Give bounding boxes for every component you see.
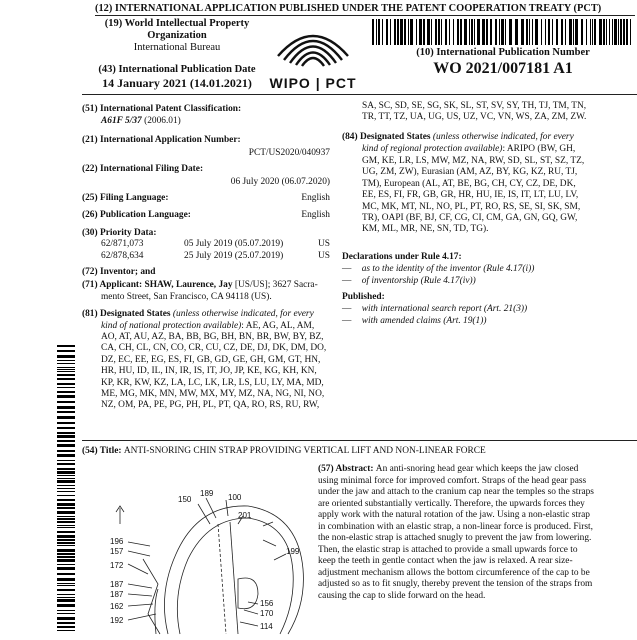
field-84-first: : ARIPO (BW, GH, [502,144,576,154]
barcode-bar [509,19,512,45]
field-21-label: (21) International Application Number: [82,135,241,145]
abstract-label: (57) Abstract: [318,464,376,474]
barcode-bar [573,19,574,45]
barcode-bar [408,19,409,45]
barcode-bar [57,617,75,620]
field-81 [82,309,314,319]
header-rule [95,15,635,16]
barcode-bar [594,19,596,45]
barcode-bar [382,19,383,45]
barcode-bar [556,19,558,45]
wipo-logo-text: WIPO | PCT [269,75,357,91]
barcode-bar [469,19,470,45]
barcode-bar [57,604,75,607]
states-line: TR, TT, TZ, UA, UG, US, UZ, VC, VN, WS, ZA, ZM, ZW. [362,112,587,123]
barcode-bar [630,19,631,45]
dash: — [342,316,352,326]
barcode-bar [57,583,75,584]
barcode-bar [57,521,75,523]
dash: — [342,276,352,286]
field-30-label: (30) Priority Data: [82,228,157,238]
barcode-bar [57,542,75,544]
pubnum-label: (10) International Publication Number [416,47,590,58]
states-line: ME, MG, MK, MN, MW, MX, MY, MZ, NA, NG, NI, NO, [101,389,325,400]
field-84 [342,132,574,142]
barcode-bar [57,507,75,509]
barcode-bar [490,19,492,45]
field-25-label: (25) Filing Language: [82,193,169,203]
barcode-bar [438,19,440,45]
applicant-rest-2: mento Street, San Francisco, CA 94118 (US). [101,292,272,302]
barcode-bar [529,19,530,45]
declarations-title: Declarations under Rule 4.17: [342,252,462,262]
barcode-bar [57,387,75,388]
states-line: EE, ES, FI, FR, GB, GR, HR, HU, IE, IS, IT, LT, LU, LV, [362,190,579,201]
priority-row [101,239,143,249]
barcode-bar [57,564,75,565]
states-line: KM, ML, MR, NE, SN, TD, TG). [362,224,489,235]
priority-num: 62/878,634 [101,251,144,261]
barcode-bar [505,19,506,45]
barcode-bar [541,19,542,45]
field-81-line [101,321,314,331]
barcode-bar [57,626,75,628]
abstract-line: apply work with the natural rotation of the jaw. Using a non-elastic strap [318,510,590,520]
barcode-bar [57,578,75,581]
dash: — [342,304,352,314]
abstract-line: under the jaw and attach to the cranium cap near the temples so the straps [318,487,594,497]
field-26-value: English [301,210,330,220]
barcode-bar [471,19,473,45]
pubdate-value: 14 January 2021 (14.01.2021) [102,76,252,90]
barcode-bar [57,355,75,358]
barcode-bar [477,19,480,45]
barcode-bar [614,19,617,45]
fig-label: 189 [200,489,214,498]
barcode-bar [57,599,75,602]
barcode-bar [57,491,75,492]
abstract-line: the non-elastic strap is attached snugly to prevent the jaw from lowering. [318,533,592,543]
barcode-bar [57,480,75,483]
barcode-bar [57,630,75,631]
barcode-bar [57,516,75,517]
barcode-bar [386,19,388,45]
barcode-bar [57,622,75,624]
barcode-bar [57,511,75,514]
barcode-bar [441,19,442,45]
field-81-label: (81) Designated States [82,309,171,319]
barcode-bar [400,19,403,45]
abstract-line: using minimal force for improved comfort. Straps of the head gear pass [318,475,587,486]
header-bottom-rule [82,94,637,95]
barcode-bar [57,610,75,611]
declaration-text: as to the identity of the inventor (Rule 4.17(i)) [361,264,535,274]
barcode-bar [57,378,75,380]
barcode-bar [376,19,377,45]
wipo-logo [268,18,358,90]
barcode-bar [410,19,413,45]
declaration-item [342,264,534,274]
priority-num: 62/871,073 [101,239,144,249]
pubnum-value: WO 2021/007181 A1 [433,60,573,77]
fig-label: 196 [110,537,124,546]
barcode-bar [57,549,75,552]
barcode-bar [620,19,622,45]
field-84-states [362,156,584,236]
states-line: TM), European (AL, AT, BE, BG, CH, CY, CZ, DE, DK, [362,178,576,189]
barcode-bar [57,435,75,438]
barcode-bar [57,440,75,442]
barcode-bar [460,19,462,45]
barcode-bar [457,19,459,45]
barcode-bar [431,19,432,45]
patent-figure [98,484,313,635]
barcode-bar [57,499,75,501]
barcode-bar [561,19,563,45]
barcode-bar [378,19,380,45]
field-26-label: (26) Publication Language: [82,210,191,220]
fig-label: 157 [110,547,124,556]
field-71 [82,280,318,290]
barcode-bar [590,19,591,45]
barcode-bar [575,19,578,45]
states-line: NZ, OM, PA, PE, PG, PH, PL, PT, QA, RO, RS, RU, RW, [101,400,320,411]
barcode-bar [57,432,75,434]
barcode-bar [57,422,75,424]
states-line: TR), OAPI (BF, BJ, CF, CG, CI, CM, GA, GN, GQ, GW, [362,213,578,224]
applicant-name: SHAW, Laurence, Jay [144,280,233,290]
org-line-2: Organization [147,30,207,41]
declaration-item [342,276,476,286]
wipo-globe-icon [268,18,358,68]
barcode-bar [57,374,75,376]
field-84-paren-1: (unless otherwise indicated, for every [430,132,574,142]
barcode-bar [482,19,485,45]
abstract-line: Then, the elastic strap is attached to provide a small upwards force to [318,544,578,555]
barcode-bar [501,19,504,45]
barcode-bar [57,350,75,352]
barcode-top [372,19,634,45]
barcode-bar [57,395,75,398]
barcode-bar [57,391,75,393]
barcode-bar [57,460,75,461]
barcode-bar [545,19,546,45]
published-item [342,316,486,326]
treaty-header: (12) INTERNATIONAL APPLICATION PUBLISHED UNDER THE PATENT COOPERATION TREATY (PCT) [95,3,602,14]
pubdate-label: (43) International Publication Date [98,64,256,75]
barcode-bar [57,485,75,486]
barcode-bar [57,553,75,555]
fig-label: 150 [178,495,192,504]
barcode-bar [548,19,550,45]
barcode-bar [57,488,75,489]
barcode-bar [57,463,75,465]
abstract-line: keep the teeth in gentle contact when the jaw is relaxed. A rear size- [318,556,573,566]
field-84-paren-2: kind of regional protection available) [362,144,503,154]
barcode-bar [57,371,75,372]
applicant-rest-1: [US/US]; 3627 Sacra- [232,280,318,290]
barcode-bar [623,19,625,45]
fig-label: 201 [238,511,252,520]
publication-date-block [82,64,272,91]
abstract-line: in combination with an elastic strap, a non-linear force is produced. First, [318,521,593,532]
field-84-label: (84) Designated States [342,132,431,142]
barcode-bar [372,19,374,45]
barcode-bar [390,19,391,45]
barcode-bar [626,19,628,45]
barcode-bar [57,545,75,546]
fig-label: 114 [260,622,273,631]
published-item [342,304,527,314]
barcode-bar [57,573,75,575]
abstract-line: adjusted so as to fit snugly, thereby prevent the tension of the straps from [318,579,593,589]
states-line: UG, ZM, ZW), Eurasian (AM, AZ, BY, KG, KZ, RU, TJ, [362,167,578,178]
barcode-bar [57,495,75,496]
field-81-continued [362,101,586,124]
barcode-bar [397,19,399,45]
barcode-bar [592,19,593,45]
abstract-text: An anti-snoring head gear which keeps the jaw closed [375,464,579,474]
barcode-bar [57,367,75,368]
barcode-bar [57,556,75,558]
barcode-bar [57,444,75,447]
barcode-bar [419,19,422,45]
barcode-bar [57,585,75,586]
states-line: GM, KE, LR, LS, MW, MZ, NA, RW, SD, SL, ST, SZ, TZ, [362,156,585,166]
barcode-bar [57,613,75,614]
barcode-bar [515,19,518,45]
fig-label: 187 [110,590,124,599]
field-72-label: (72) Inventor; and [82,267,156,277]
barcode-bar [57,535,75,538]
field-25-value: English [301,193,330,203]
ipc-year: (2006.01) [141,116,181,126]
barcode-bar [57,427,75,429]
barcode-bar [57,503,75,506]
barcode-bar [404,19,406,45]
states-line: DZ, EC, EE, EG, ES, FI, GB, GD, GE, GH, GM, GT, HN, [101,354,321,365]
barcode-bar [486,19,488,45]
barcode-bar [603,19,605,45]
field-21-value: PCT/US2020/040937 [248,148,330,158]
barcode-bar [569,19,572,45]
publication-number-block [372,47,634,78]
ipc-code: A61F 5/37 [101,116,142,126]
field-81-paren-1: (unless otherwise indicated, for every [170,309,314,319]
fig-label: 192 [110,616,124,625]
declaration-text: of inventorship (Rule 4.17(iv)) [361,276,476,286]
org-line-3: International Bureau [133,42,221,53]
barcode-bar [57,401,75,403]
priority-row [101,251,143,261]
barcode-bar [565,19,566,45]
priority-cc: US [318,251,330,261]
barcode-bar [57,345,75,347]
fig-label: 100 [228,493,242,502]
published-title: Published: [342,292,385,302]
barcode-bar [532,19,533,45]
barcode-bar [57,597,75,598]
barcode-left [57,345,75,633]
field-22-label: (22) International Filing Date: [82,164,204,174]
abstract-line: are oriented substantially vertically. Therefore, the upwards forces they [318,498,585,509]
fig-label: 187 [110,580,124,589]
barcode-bar [618,19,619,45]
dash: — [342,264,352,274]
barcode-bar [57,360,75,361]
barcode-bar [612,19,613,45]
abstract-line [318,464,630,476]
barcode-bar [453,19,454,45]
published-text: with international search report (Art. 21(3)) [361,304,528,314]
abstract [318,464,630,602]
states-line: AO, AT, AU, AZ, BA, BB, BG, BH, BN, BR, BW, BY, BZ, [101,332,324,342]
barcode-bar [57,363,75,364]
barcode-bar [57,475,75,476]
barcode-bar [427,19,430,45]
fig-label: 199 [286,547,300,556]
barcode-bar [57,567,75,570]
fig-label: 170 [260,609,274,618]
barcode-bar [57,531,75,533]
published-text: with amended claims (Art. 19(1)) [361,316,487,326]
states-line: SA, SC, SD, SE, SG, SK, SL, ST, SV, SY, TH, TJ, TM, TN, [362,101,587,111]
barcode-bar [57,518,75,520]
fig-label: 162 [110,602,124,611]
barcode-bar [464,19,467,45]
barcode-bar [416,19,417,45]
states-line: MC, MK, MT, NL, NO, PL, PT, RO, RS, SE, SI, SK, SM, [362,201,581,212]
barcode-bar [57,411,75,413]
field-84-line [362,144,575,154]
barcode-bar [57,383,75,385]
barcode-bar [606,19,607,45]
title-top-rule [82,440,637,441]
barcode-bar [599,19,602,45]
field-71-label: (71) Applicant: [82,280,145,290]
field-54 [82,446,486,456]
barcode-bar [449,19,450,45]
barcode-bar [57,468,75,470]
barcode-bar [57,450,75,452]
barcode-bar [495,19,497,45]
barcode-bar [521,19,524,45]
barcode-bar [57,471,75,474]
barcode-bar [57,478,75,479]
abstract-line: adjustment mechanism allows the bottom circumference of the cap to be [318,567,590,578]
barcode-bar [394,19,396,45]
field-22-value: 06 July 2020 (06.07.2020) [230,177,330,187]
title-text: ANTI-SNORING CHIN STRAP PROVIDING VERTICAL LIFT AND NON-LINEAR FORCE [123,446,486,456]
states-line: CA, CH, CL, CN, CO, CR, CU, CZ, DE, DJ, DK, DM, DO, [101,343,327,354]
field-51-value [101,116,181,126]
priority-date: 25 July 2019 (25.07.2019) [184,251,284,261]
organization-block [82,18,272,54]
barcode-bar [57,559,75,562]
priority-date: 05 July 2019 (05.07.2019) [184,239,284,249]
barcode-bar [552,19,553,45]
barcode-bar [499,19,500,45]
barcode-bar [57,525,75,526]
barcode-bar [57,406,75,409]
fig-label: 156 [260,599,274,608]
barcode-bar [57,589,75,591]
field-54-label: (54) Title: [82,446,124,456]
field-81-paren-2: kind of national protection available) [101,321,242,331]
states-line: KP, KR, KW, KZ, LA, LC, LK, LR, LS, LU, LY, MA, MD, [101,377,324,388]
barcode-bar [586,19,587,45]
field-51-label: (51) International Patent Classification: [82,104,242,114]
barcode-bar [609,19,610,45]
barcode-bar [57,416,75,419]
barcode-bar [581,19,583,45]
abstract-line: causing the cap to slide forward on the head. [318,590,486,601]
barcode-bar [57,527,75,528]
barcode-bar [57,369,75,370]
barcode-bar [535,19,538,45]
field-81-states [101,332,326,412]
barcode-bar [435,19,437,45]
barcode-bar [445,19,447,45]
priority-cc: US [318,239,330,249]
barcode-bar [423,19,425,45]
field-81-first: : AE, AG, AL, AM, [241,321,315,331]
barcode-bar [57,539,75,541]
barcode-bar [526,19,528,45]
org-line-1: (19) World Intellectual Property [104,18,250,29]
barcode-bar [57,594,75,595]
barcode-bar [474,19,475,45]
barcode-bar [57,454,75,457]
states-line: HR, HU, ID, IL, IN, IR, IS, IT, JO, JP, KE, KG, KH, KN, [101,366,317,377]
fig-label: 172 [110,561,124,570]
